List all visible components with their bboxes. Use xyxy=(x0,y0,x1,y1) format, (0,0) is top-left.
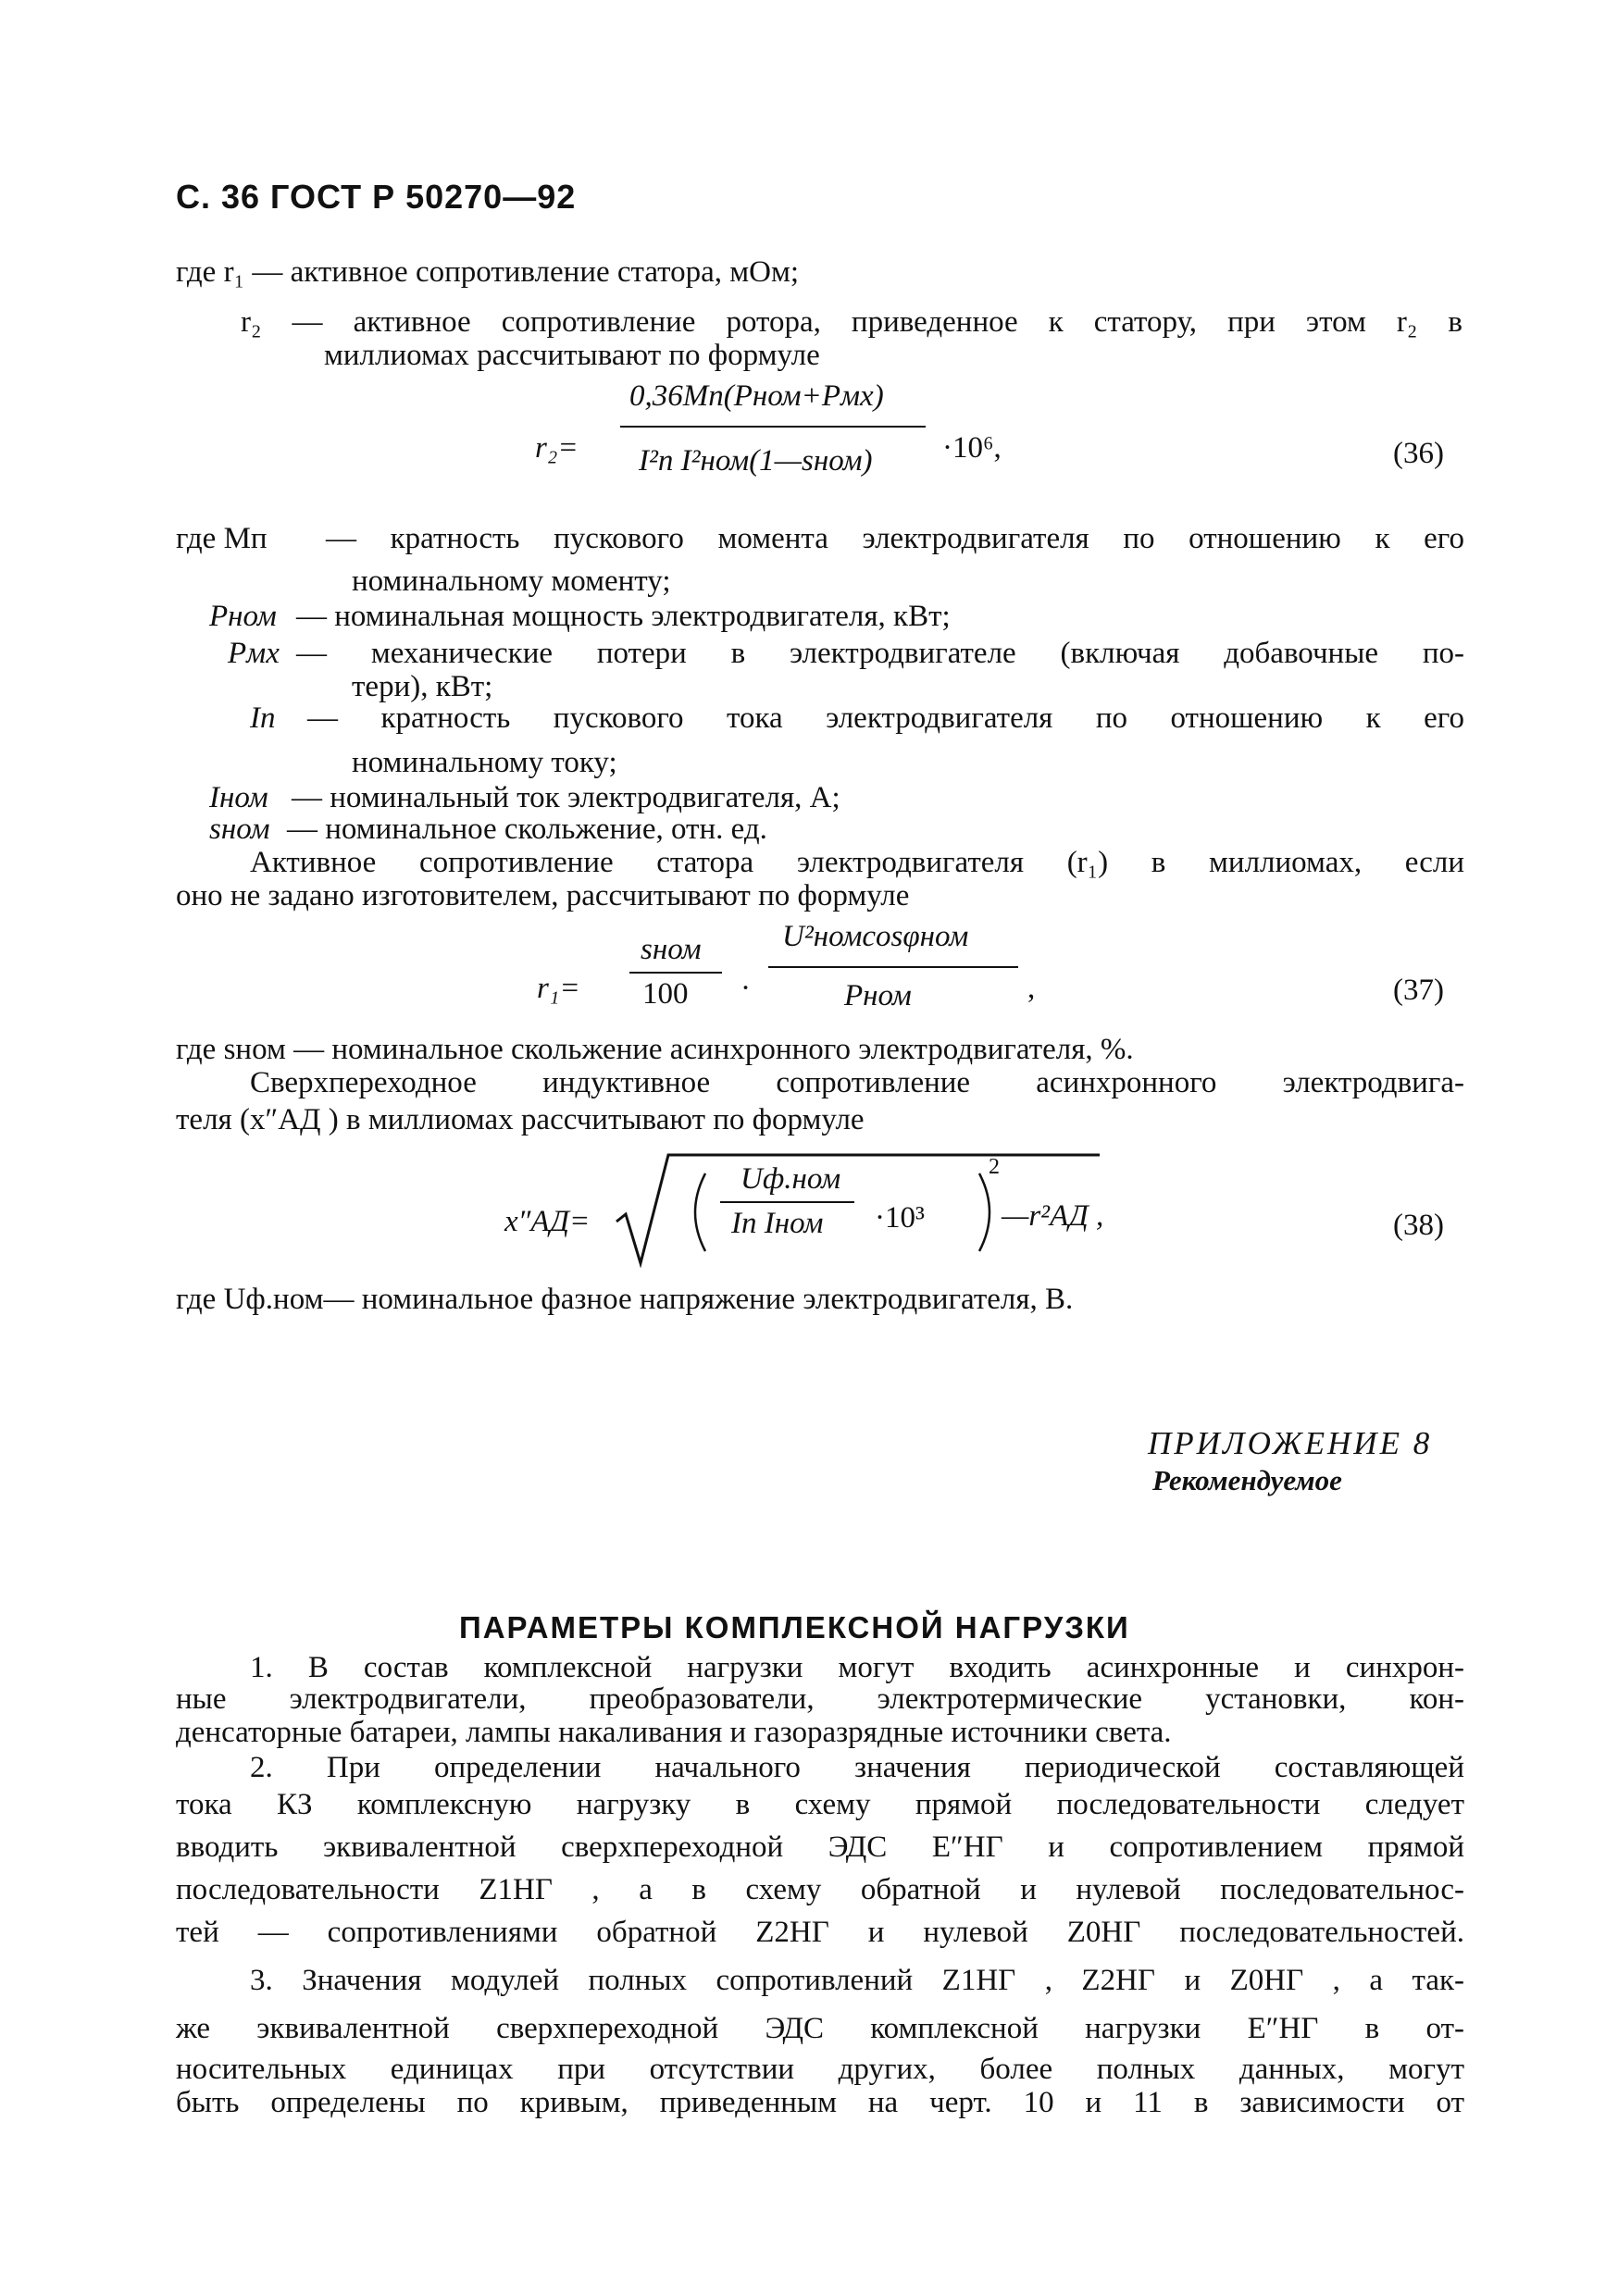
def-text: — номинальный ток электродвигателя, А; xyxy=(292,781,840,814)
formula37-bar1 xyxy=(629,972,722,974)
formula38-factor: ·10³ xyxy=(875,1201,925,1235)
paragraph-line: 2. При определении начального значения периодической составляющей xyxy=(250,1751,1464,1784)
paragraph-line: же эквивалентной сверхпереходной ЭДС комплексной нагрузки E″НГ в от- xyxy=(176,2012,1464,2045)
paragraph-line: носительных единицах при отсутствии других, более полных данных, могут xyxy=(176,2053,1464,2086)
def-text: номинальному току; xyxy=(352,746,617,779)
def-s-nom-percent: где sном — номинальное скольжение асинхронного электродвигателя, %. xyxy=(176,1033,1134,1066)
formula36-fraction-bar xyxy=(620,426,926,428)
def-text: — кратность пускового тока электродвигателя по отношению к его xyxy=(307,701,1464,735)
formula37-dot: · xyxy=(741,972,751,1005)
def-u-phase: где Uф.ном— номинальное фазное напряжение электродвигателя, В. xyxy=(176,1283,1074,1316)
def-text: номинальному моменту; xyxy=(352,565,671,598)
formula37-num1: sном xyxy=(641,933,702,966)
formula38-den: Iп Iном xyxy=(731,1207,824,1240)
def-text: тери), кВт; xyxy=(352,670,493,703)
formula38-square: 2 xyxy=(989,1155,1000,1179)
def-r2: r₂ — активное сопротивление ротора, приведенное к статору, при этом r₂ в xyxy=(241,305,1462,339)
formula37-lhs: r₁= xyxy=(537,972,580,1005)
para-x-line2: теля (x″АД ) в миллиомах рассчитывают по формуле xyxy=(176,1103,865,1136)
formula37-den2: Pном xyxy=(844,979,912,1012)
def-sym: Iном xyxy=(209,781,268,814)
paragraph-line: 3. Значения модулей полных сопротивлений Z1НГ , Z2НГ и Z0НГ , а так- xyxy=(250,1964,1464,1997)
formula36-denominator: I²п I²ном(1—sном) xyxy=(639,444,873,478)
def-sym: Pном xyxy=(209,600,277,633)
paragraph-line: вводить эквивалентной сверхпереходной ЭДС E″НГ и сопротивлением прямой xyxy=(176,1831,1464,1864)
formula38-number: (38) xyxy=(1393,1209,1444,1242)
formula37-den1: 100 xyxy=(642,977,689,1011)
paragraph-line: последовательности Z1НГ , а в схему обратной и нулевой последовательнос- xyxy=(176,1873,1464,1906)
para-r1-line1: Активное сопротивление статора электродвигателя (r₁) в миллиомах, если xyxy=(250,846,1464,879)
formula38-num: Uф.ном xyxy=(741,1162,841,1196)
para-x-line1: Сверхпереходное индуктивное сопротивление асинхронного электродвига- xyxy=(250,1066,1464,1099)
def-r2-cont: миллиомах рассчитывают по формуле xyxy=(324,339,820,372)
def-sym: где Mп xyxy=(176,522,268,555)
appendix-status: Рекомендуемое xyxy=(1152,1464,1342,1496)
def-text: — кратность пускового момента электродвигателя по отношению к его xyxy=(326,522,1464,555)
def-sym: sном xyxy=(209,813,270,846)
paragraph-line: тока КЗ комплексную нагрузку в схему прямой последовательности следует xyxy=(176,1788,1464,1821)
formula38-bar xyxy=(720,1201,854,1203)
formula37-tail: , xyxy=(1027,972,1036,1005)
def-text: — механические потери в электродвигателе (включая добавочные по- xyxy=(296,637,1464,670)
def-text: — номинальная мощность электродвигателя, кВт; xyxy=(296,600,951,633)
formula37-bar2 xyxy=(768,966,1018,968)
formula36-factor: ·10⁶, xyxy=(942,431,1002,465)
formula37-number: (37) xyxy=(1393,974,1444,1007)
formula36-numerator: 0,36Mп(Pном+Pмх) xyxy=(629,379,884,413)
appendix-label: ПРИЛОЖЕНИЕ 8 xyxy=(1148,1425,1433,1461)
formula36-lhs: r₂= xyxy=(535,431,579,465)
formula36-number: (36) xyxy=(1393,437,1444,470)
paragraph-line: ные электродвигатели, преобразователи, электротермические установки, кон- xyxy=(176,1682,1464,1716)
page-header: С. 36 ГОСТ Р 50270—92 xyxy=(176,178,577,216)
def-r1: где r₁ — активное сопротивление статора, мОм; xyxy=(176,255,800,289)
formula37-num2: U²номcosφном xyxy=(782,920,969,953)
section-title: ПАРАМЕТРЫ КОМПЛЕКСНОЙ НАГРУЗКИ xyxy=(459,1610,1130,1644)
paragraph-line: тей — сопротивлениями обратной Z2НГ и нулевой Z0НГ последовательностей. xyxy=(176,1916,1464,1949)
para-r1-line2: оно не задано изготовителем, рассчитывают по формуле xyxy=(176,879,910,912)
formula38-minus: —r²АД , xyxy=(1002,1199,1104,1233)
def-sym: Pмх xyxy=(228,637,280,670)
paragraph-line: 1. В состав комплексной нагрузки могут входить асинхронные и синхрон- xyxy=(250,1651,1464,1684)
paragraph-line: быть определены по кривым, приведенным на черт. 10 и 11 в зависимости от xyxy=(176,2086,1464,2119)
formula38-lhs: x″АД= xyxy=(504,1205,591,1238)
def-text: — номинальное скольжение, отн. ед. xyxy=(287,813,767,846)
paragraph-line: денсаторные батареи, лампы накаливания и газоразрядные источники света. xyxy=(176,1716,1172,1749)
def-sym: Iп xyxy=(250,701,276,735)
